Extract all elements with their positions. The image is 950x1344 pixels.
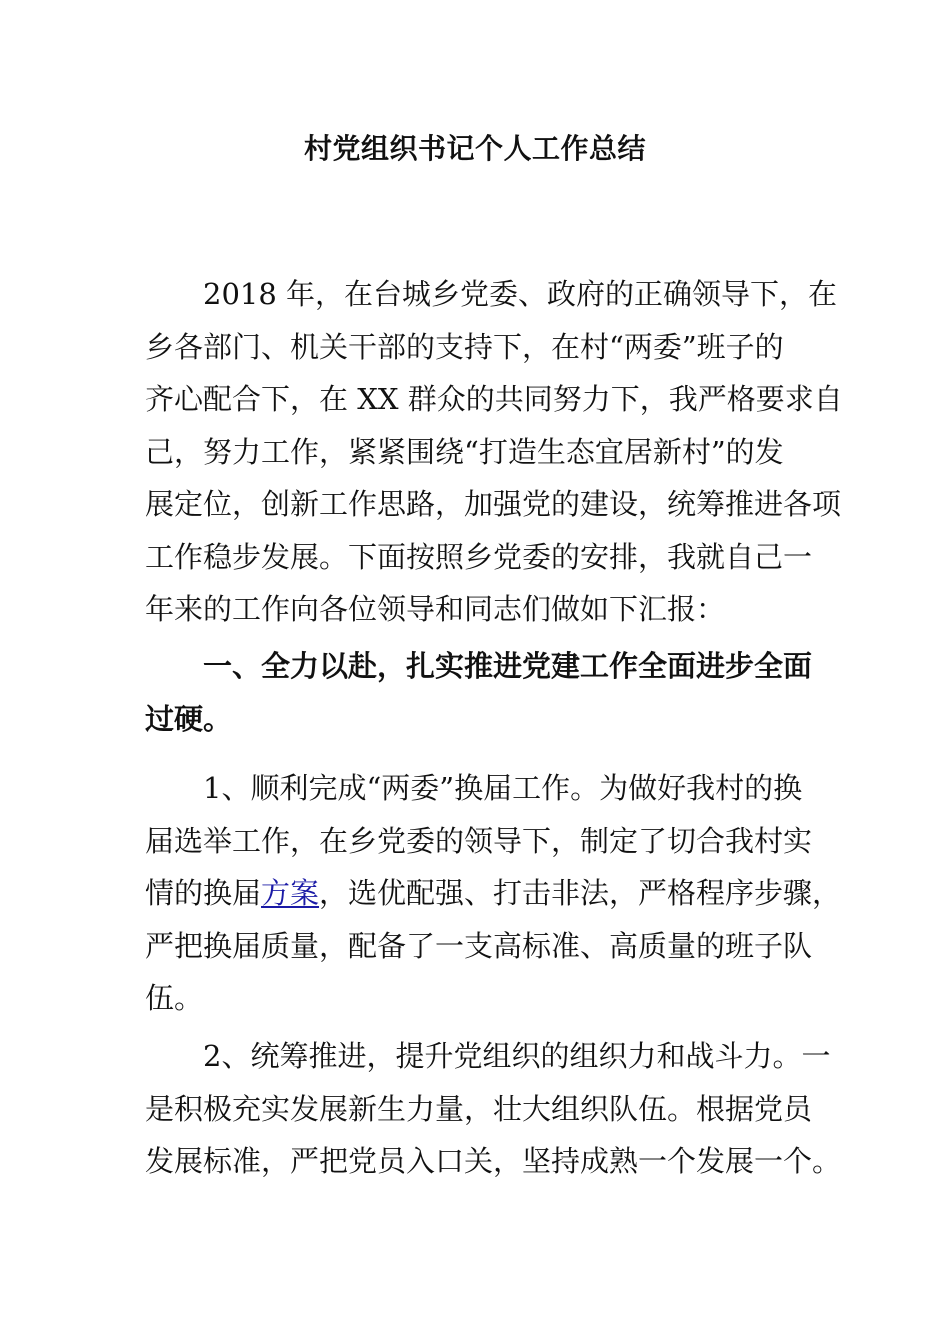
paragraph-line: 届选举工作，在乡党委的领导下，制定了切合我村实	[145, 823, 813, 858]
heading-line: 一、全力以赴，扎实推进党建工作全面进步全面	[203, 649, 813, 683]
paragraph-line: 2018 年，在台城乡党委、政府的正确领导下，在	[203, 277, 838, 311]
paragraph-text: 情的换届	[145, 876, 262, 910]
paragraph-line: 齐心配合下，在 XX 群众的共同努力下，我严格要求自	[145, 382, 843, 416]
item-2-paragraph	[145, 1030, 842, 1188]
paragraph-line: 发展标准，严把党员入口关，坚持成熟一个发展一个。	[145, 1144, 842, 1178]
paragraph-line: 2、统筹推进，提升党组织的组织力和战斗力。一	[203, 1039, 831, 1073]
paragraph-line: 伍。	[145, 981, 204, 1015]
paragraph-line: 乡各部门、机关干部的支持下，在村“两委”班子的	[145, 329, 784, 364]
document-title: 村党组织书记个人工作总结	[303, 132, 646, 165]
paragraph-line: 年来的工作向各位领导和同志们做如下汇报：	[145, 592, 726, 626]
intro-paragraph	[145, 268, 843, 636]
paragraph-line: 1、顺利完成“两委”换届工作。为做好我村的换	[203, 771, 803, 805]
heading-line: 过硬。	[145, 701, 233, 736]
paragraph-line: 工作稳步发展。下面按照乡党委的安排，我就自己一	[145, 539, 813, 574]
paragraph-line: 己，努力工作，紧紧围绕“打造生态宜居新村”的发	[145, 434, 784, 469]
plan-link[interactable]: 方案	[261, 876, 320, 910]
paragraph-line: 展定位，创新工作思路，加强党的建设，统筹推进各项	[145, 487, 842, 521]
paragraph-line	[145, 867, 842, 920]
section-heading-1	[145, 640, 813, 745]
paragraph-line: 严把换届质量，配备了一支高标准、高质量的班子队	[145, 928, 813, 963]
item-1-paragraph	[145, 762, 842, 1025]
paragraph-text: ，选优配强、打击非法，严格程序步骤，	[319, 876, 842, 910]
paragraph-line: 是积极充实发展新生力量，壮大组织队伍。根据党员	[145, 1091, 813, 1126]
